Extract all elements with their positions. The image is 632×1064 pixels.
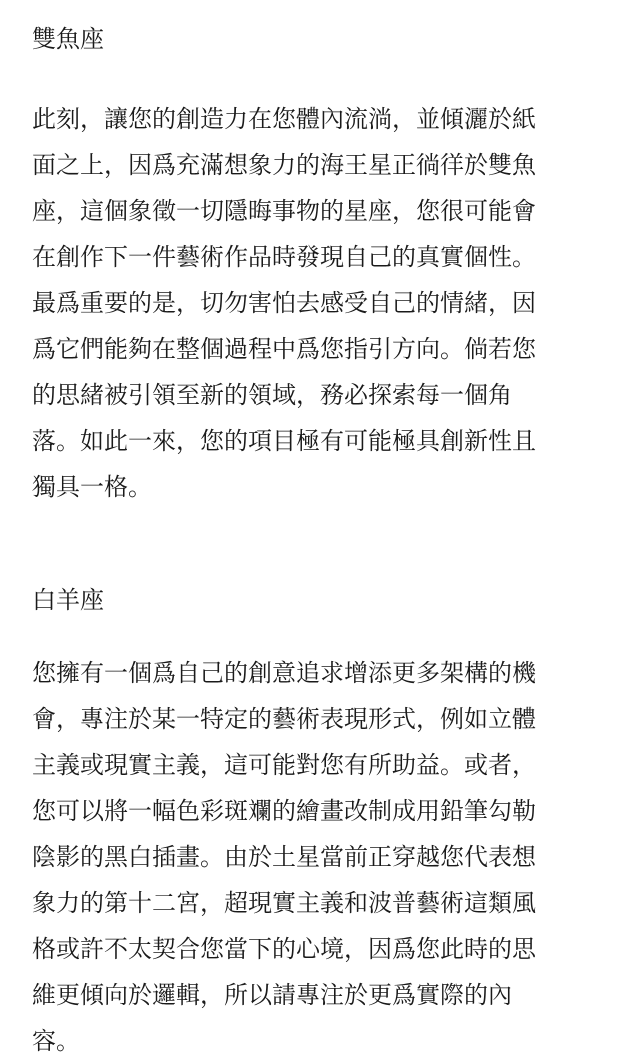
body-line: 此刻，讓您的創造力在您體內流淌，並傾灑於紙 <box>32 105 536 133</box>
section-title-pisces: 雙魚座 <box>32 25 104 53</box>
body-line: 主義或現實主義，這可能對您有所助益。或者， <box>32 751 536 779</box>
section-body-pisces <box>32 96 536 510</box>
body-line: 容。 <box>32 1027 80 1055</box>
body-line: 會，專注於某一特定的藝術表現形式，例如立體 <box>32 705 536 733</box>
body-line: 座，這個象徵一切隱晦事物的星座，您很可能會 <box>32 197 536 225</box>
body-line: 象力的第十二宮，超現實主義和波普藝術這類風 <box>32 889 536 917</box>
body-line: 獨具一格。 <box>32 473 152 501</box>
body-line: 落。如此一來，您的項目極有可能極具創新性且 <box>32 427 536 455</box>
body-line: 格或許不太契合您當下的心境，因爲您此時的思 <box>32 935 536 963</box>
section-title-aries: 白羊座 <box>32 586 104 614</box>
body-line: 的思緒被引領至新的領域，務必探索每一個角 <box>32 381 512 409</box>
body-line: 在創作下一件藝術作品時發現自己的真實個性。 <box>32 243 536 271</box>
body-line: 陰影的黑白插畫。由於土星當前正穿越您代表想 <box>32 843 536 871</box>
body-line: 最爲重要的是，切勿害怕去感受自己的情緒，因 <box>32 289 536 317</box>
body-line: 維更傾向於邏輯，所以請專注於更爲實際的內 <box>32 981 512 1009</box>
body-line: 您擁有一個爲自己的創意追求增添更多架構的機 <box>32 659 536 687</box>
body-line: 您可以將一幅色彩斑斕的繪畫改制成用鉛筆勾勒 <box>32 797 536 825</box>
body-line: 爲它們能夠在整個過程中爲您指引方向。倘若您 <box>32 335 536 363</box>
body-line: 面之上，因爲充滿想象力的海王星正徜徉於雙魚 <box>32 151 536 179</box>
section-body-aries <box>32 650 536 1064</box>
